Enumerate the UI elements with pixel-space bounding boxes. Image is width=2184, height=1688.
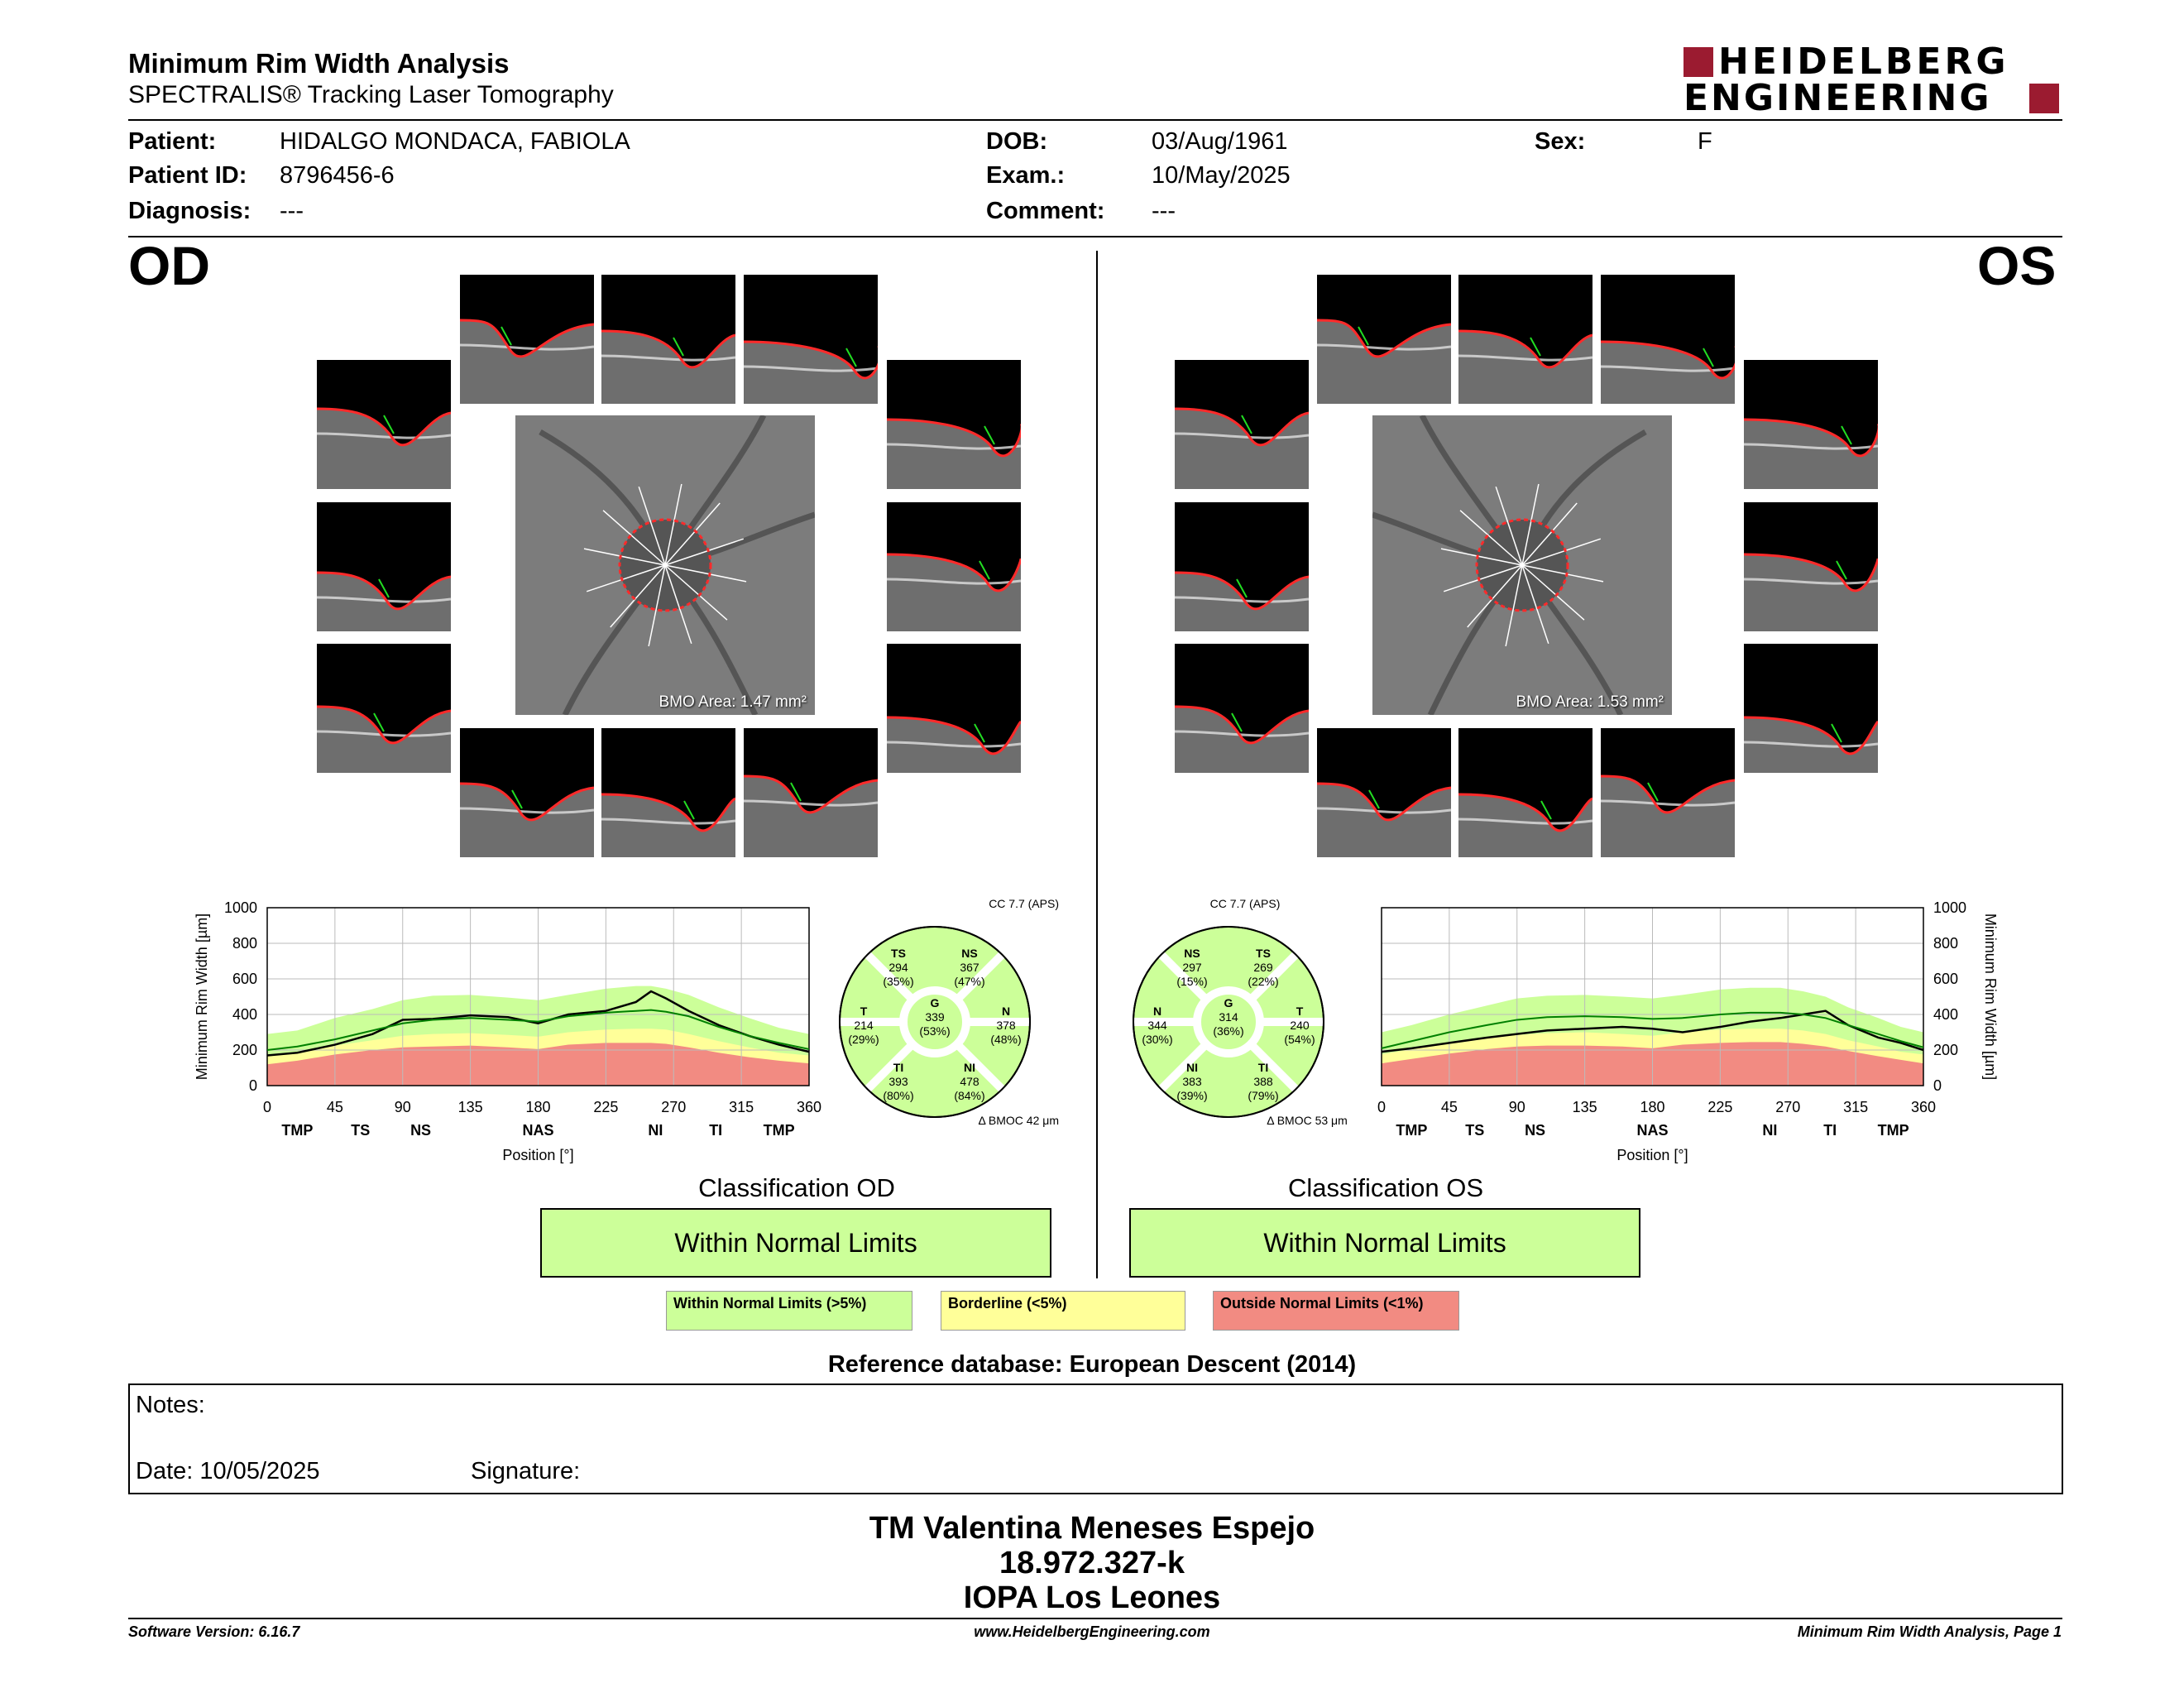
os-classification-title: Classification OS	[1287, 1173, 1484, 1202]
os-x-label: Position [°]	[1616, 1147, 1688, 1163]
od-fundus-image	[515, 415, 815, 715]
os-bscan-10[interactable]	[1317, 728, 1451, 857]
od-bscan-5[interactable]	[887, 360, 1021, 489]
od-sector-TS-value: 294	[888, 961, 908, 974]
os-x-tick: 45	[1440, 1099, 1458, 1115]
os-sector-label: NAS	[1636, 1122, 1669, 1139]
od-bmoc-label: Δ BMOC 42 μm	[978, 1114, 1059, 1127]
od-bscan-10[interactable]	[460, 728, 594, 857]
os-fundus-image	[1372, 415, 1672, 715]
od-sector-TS-pct: (35%)	[883, 975, 914, 988]
od-classification-box: Within Normal Limits	[540, 1208, 1051, 1278]
os-bscan-5[interactable]	[1744, 360, 1878, 489]
exam-label: Exam.:	[986, 162, 1066, 189]
od-sector-N-pct: (48%)	[990, 1033, 1022, 1046]
report-subtitle: SPECTRALIS® Tracking Laser Tomography	[128, 81, 614, 108]
os-sector-label: NI	[1762, 1122, 1778, 1139]
os-sector-NI-value: 383	[1182, 1075, 1202, 1088]
od-sector-label: TMP	[281, 1122, 314, 1139]
reference-database: Reference database: European Descent (2014)	[827, 1351, 1357, 1378]
os-bscan-11[interactable]	[1458, 728, 1592, 857]
od-sector-G-pct: (53%)	[919, 1024, 951, 1038]
exam-value: 10/May/2025	[1152, 162, 1291, 189]
od-x-tick: 90	[394, 1099, 411, 1115]
eye-label-od: OD	[128, 235, 210, 296]
comment-value: ---	[1152, 198, 1176, 224]
od-bscan-tissue	[460, 320, 594, 404]
os-sector-label: TI	[1823, 1122, 1837, 1139]
os-sector-TI-pct: (79%)	[1248, 1089, 1279, 1102]
od-sector-G-value: 339	[925, 1010, 945, 1024]
os-sector-TS-value: 269	[1253, 961, 1273, 974]
os-sector-NS-name: NS	[1184, 947, 1200, 960]
os-sector-NI-pct: (39%)	[1176, 1089, 1208, 1102]
logo-line1: HEIDELBERG	[1718, 41, 2009, 83]
od-sector-label: TMP	[763, 1122, 795, 1139]
report-title: Minimum Rim Width Analysis	[128, 48, 510, 79]
od-y-tick: 200	[232, 1042, 257, 1058]
os-bmoc-label: Δ BMOC 53 μm	[1267, 1114, 1348, 1127]
footer-page: Minimum Rim Width Analysis, Page 1	[1797, 1623, 2062, 1640]
od-sector-label: NI	[648, 1122, 663, 1139]
patient-id-value: 8796456-6	[280, 162, 395, 189]
os-bscan-tissue	[1175, 409, 1309, 489]
od-sector-TI-name: TI	[893, 1061, 904, 1074]
center-divider	[1096, 251, 1098, 1278]
os-bscan-2[interactable]	[1458, 275, 1592, 404]
os-sector-label: TMP	[1396, 1122, 1428, 1139]
od-sector-N-name: N	[1001, 1005, 1011, 1018]
od-y-tick: 800	[232, 935, 257, 952]
os-bscan-4[interactable]	[1175, 360, 1309, 489]
patient-label: Patient:	[128, 128, 217, 155]
heidelberg-logo	[1684, 41, 2064, 119]
os-x-tick: 225	[1707, 1099, 1733, 1115]
od-y-tick: 1000	[223, 899, 257, 916]
dob-label: DOB:	[986, 128, 1048, 155]
od-sector-label: NS	[410, 1122, 432, 1139]
legend-borderline: Borderline (<5%)	[941, 1291, 1185, 1331]
od-sector-TI-pct: (80%)	[883, 1089, 914, 1102]
os-y-tick: 1000	[1933, 899, 1967, 916]
comment-label: Comment:	[986, 198, 1105, 224]
od-x-tick: 270	[661, 1099, 687, 1115]
os-y-label: Minimum Rim Width [µm]	[1982, 913, 1999, 1081]
os-x-tick: 90	[1508, 1099, 1525, 1115]
patient-id-label: Patient ID:	[128, 162, 247, 189]
os-y-tick: 0	[1933, 1077, 1942, 1094]
logo-line2: ENGINEERING	[1684, 77, 1992, 119]
notes-box[interactable]	[128, 1383, 2063, 1494]
od-bscan-2[interactable]	[601, 275, 735, 404]
os-sector-label: TMP	[1877, 1122, 1909, 1139]
os-sector-G-value: 314	[1219, 1010, 1238, 1024]
os-sector-TI-value: 388	[1253, 1075, 1273, 1088]
od-sector-T-pct: (29%)	[848, 1033, 879, 1046]
os-sector-T-pct: (54%)	[1284, 1033, 1315, 1046]
os-sector-TS-pct: (22%)	[1248, 975, 1279, 988]
od-sector-T-name: T	[860, 1005, 868, 1018]
od-bscan-tissue	[601, 331, 735, 404]
od-bscan-4[interactable]	[317, 360, 451, 489]
os-sector-NS-pct: (15%)	[1176, 975, 1208, 988]
os-x-tick: 180	[1640, 1099, 1665, 1115]
od-cc-label: CC 7.7 (APS)	[989, 897, 1059, 910]
os-sector-NI-name: NI	[1186, 1061, 1198, 1074]
od-sector-TS-name: TS	[891, 947, 906, 960]
od-bscan-12[interactable]	[744, 728, 878, 857]
os-y-tick: 600	[1933, 971, 1959, 987]
od-x-tick: 180	[525, 1099, 551, 1115]
od-y-tick: 400	[232, 1006, 257, 1023]
os-y-tick: 400	[1933, 1006, 1959, 1023]
od-bscan-tissue	[744, 776, 878, 857]
os-bscan-tissue	[1744, 554, 1878, 631]
os-x-tick: 135	[1572, 1099, 1597, 1115]
od-sector-diagram	[836, 890, 1075, 1129]
od-sector-NI-pct: (84%)	[954, 1089, 985, 1102]
diagnosis-value: ---	[280, 198, 304, 224]
od-sector-label: NAS	[522, 1122, 554, 1139]
header-divider	[128, 119, 2062, 121]
os-bmo-area: BMO Area: 1.53 mm²	[1516, 693, 1664, 711]
os-sector-label: NS	[1525, 1122, 1546, 1139]
os-rim-width-chart	[1357, 895, 2002, 1177]
od-sector-NS-name: NS	[961, 947, 978, 960]
diagnosis-label: Diagnosis:	[128, 198, 251, 224]
dob-value: 03/Aug/1961	[1152, 128, 1288, 155]
od-bscan-9[interactable]	[887, 644, 1021, 773]
notes-signature: Signature:	[471, 1458, 581, 1484]
sex-label: Sex:	[1535, 128, 1586, 155]
os-y-tick: 200	[1933, 1042, 1959, 1058]
os-sector-diagram	[1129, 890, 1369, 1129]
os-bscan-tissue	[1317, 320, 1451, 404]
os-bscan-7[interactable]	[1744, 502, 1878, 631]
od-bscan-11[interactable]	[601, 728, 735, 857]
od-y-label: Minimum Rim Width [µm]	[194, 913, 210, 1081]
patient-value: HIDALGO MONDACA, FABIOLA	[280, 128, 630, 155]
os-x-tick: 315	[1843, 1099, 1869, 1115]
os-bscan-6[interactable]	[1175, 502, 1309, 631]
os-sector-G-name: G	[1224, 996, 1233, 1009]
os-sector-G-pct: (36%)	[1213, 1024, 1244, 1038]
legend-outside: Outside Normal Limits (<1%)	[1213, 1291, 1459, 1331]
info-divider	[128, 236, 2062, 237]
od-bscan-1[interactable]	[460, 275, 594, 404]
os-sector-NS-value: 297	[1182, 961, 1202, 974]
od-sector-NS-value: 367	[960, 961, 979, 974]
os-bscan-8[interactable]	[1175, 644, 1309, 773]
os-y-tick: 800	[1933, 935, 1959, 952]
os-sector-N-pct: (30%)	[1142, 1033, 1173, 1046]
od-sector-label: TS	[351, 1122, 371, 1139]
os-x-tick: 270	[1775, 1099, 1801, 1115]
os-sector-T-name: T	[1296, 1005, 1304, 1018]
od-rim-width-chart	[189, 895, 834, 1177]
od-x-tick: 360	[796, 1099, 822, 1115]
od-sector-NI-value: 478	[960, 1075, 979, 1088]
signatory-rut: 18.972.327-k	[999, 1546, 1185, 1580]
footer-divider	[128, 1618, 2062, 1619]
od-sector-NI-name: NI	[964, 1061, 975, 1074]
od-sector-NS-pct: (47%)	[954, 975, 985, 988]
signatory-institution: IOPA Los Leones	[963, 1580, 1221, 1615]
od-y-tick: 600	[232, 971, 257, 987]
logo-square-icon-2	[2029, 84, 2059, 113]
od-x-tick: 0	[262, 1099, 272, 1115]
od-bscan-tissue	[317, 409, 451, 489]
od-bscan-8[interactable]	[317, 644, 451, 773]
os-x-tick: 360	[1910, 1099, 1937, 1115]
os-cc-label: CC 7.7 (APS)	[1209, 897, 1281, 910]
od-sector-G-name: G	[930, 996, 940, 1009]
legend-normal: Within Normal Limits (>5%)	[666, 1291, 912, 1331]
os-sector-TS-name: TS	[1256, 947, 1271, 960]
od-x-label: Position [°]	[502, 1147, 574, 1163]
od-bscan-3[interactable]	[744, 275, 878, 404]
od-x-tick: 135	[457, 1099, 483, 1115]
notes-date: Date: 10/05/2025	[136, 1458, 320, 1484]
eye-label-os: OS	[1977, 235, 2057, 296]
od-bscan-tissue	[887, 554, 1021, 631]
os-sector-N-name: N	[1152, 1005, 1162, 1018]
os-x-tick: 0	[1377, 1099, 1387, 1115]
footer-website[interactable]: www.HeidelbergEngineering.com	[974, 1623, 1210, 1640]
od-y-tick: 0	[248, 1077, 257, 1094]
os-sector-label: TS	[1465, 1122, 1485, 1139]
od-sector-TI-value: 393	[888, 1075, 908, 1088]
os-sector-T-value: 240	[1290, 1019, 1310, 1032]
notes-label: Notes:	[136, 1392, 205, 1418]
od-sector-T-value: 214	[854, 1019, 874, 1032]
od-x-tick: 225	[593, 1099, 619, 1115]
od-sector-N-value: 378	[996, 1019, 1016, 1032]
os-bscan-3[interactable]	[1601, 275, 1735, 404]
os-sector-TI-name: TI	[1257, 1061, 1269, 1074]
od-classification-title: Classification OD	[698, 1173, 895, 1202]
od-x-tick: 45	[326, 1099, 343, 1115]
od-sector-label: TI	[709, 1122, 723, 1139]
sex-value: F	[1698, 128, 1712, 155]
os-bscan-1[interactable]	[1317, 275, 1451, 404]
os-bscan-tissue	[1458, 331, 1592, 404]
od-x-tick: 315	[729, 1099, 754, 1115]
os-bscan-12[interactable]	[1601, 728, 1735, 857]
od-bscan-6[interactable]	[317, 502, 451, 631]
signatory-name: TM Valentina Meneses Espejo	[869, 1511, 1315, 1546]
footer-software-version: Software Version: 6.16.7	[128, 1623, 300, 1640]
od-bmo-area: BMO Area: 1.47 mm²	[659, 693, 807, 711]
logo-square-icon	[1684, 47, 1713, 77]
os-sector-N-value: 344	[1147, 1019, 1167, 1032]
os-classification-box: Within Normal Limits	[1129, 1208, 1640, 1278]
os-bscan-tissue	[1601, 776, 1735, 857]
os-bscan-9[interactable]	[1744, 644, 1878, 773]
od-bscan-7[interactable]	[887, 502, 1021, 631]
